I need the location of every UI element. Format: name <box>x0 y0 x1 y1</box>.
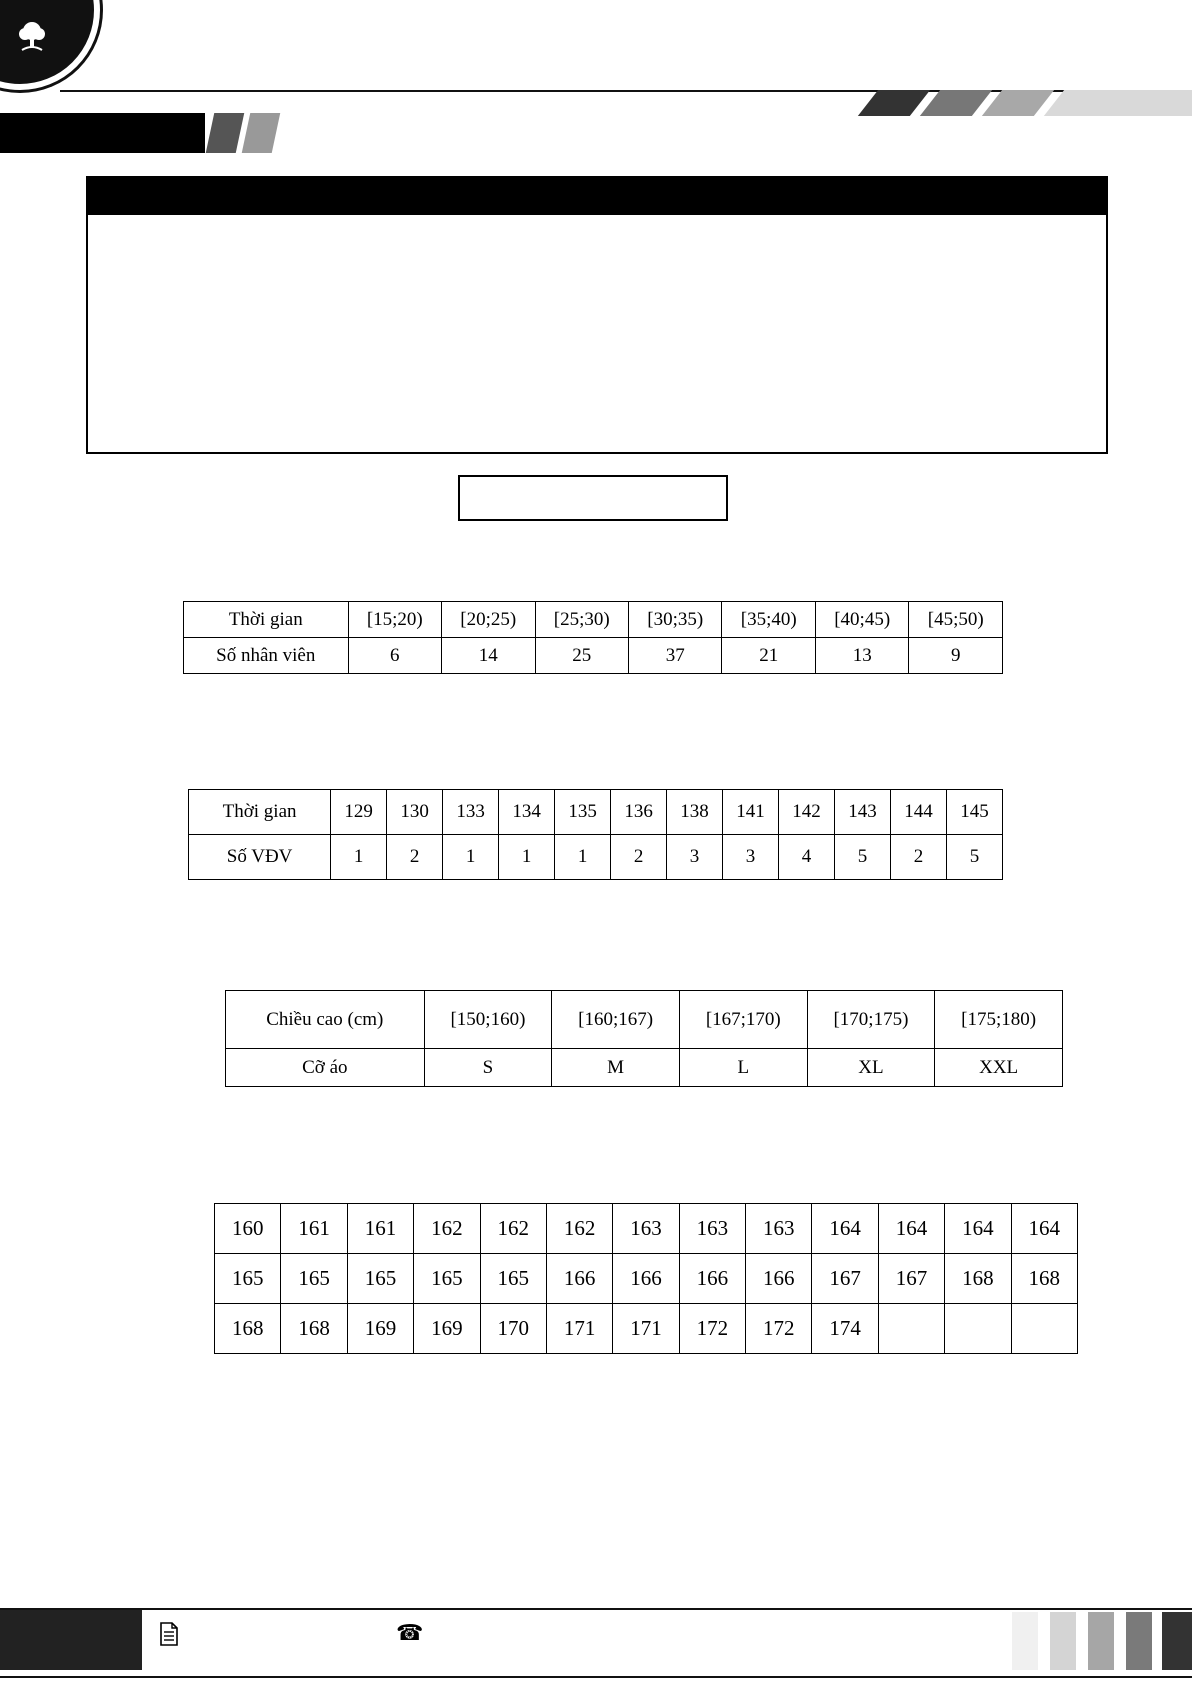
table-cell: 2 <box>611 835 667 880</box>
table-header-cell: [20;25) <box>442 602 535 638</box>
table-cell: XXL <box>935 1049 1063 1087</box>
table-header-cell: 142 <box>779 790 835 835</box>
table-cell: 5 <box>946 835 1002 880</box>
table-header-cell: [160;167) <box>552 991 680 1049</box>
exercise-frame <box>86 176 1108 454</box>
table-cell: 165 <box>215 1254 281 1304</box>
document-icon <box>160 1622 178 1646</box>
table-header-cell: Chiều cao (cm) <box>226 991 425 1049</box>
footer-block-2 <box>1050 1612 1076 1670</box>
table-header-cell: [150;160) <box>424 991 552 1049</box>
shirt-size-table <box>225 990 1063 1087</box>
table-header-cell: [175;180) <box>935 991 1063 1049</box>
table-cell: 2 <box>387 835 443 880</box>
table-cell: 160 <box>215 1204 281 1254</box>
table-cell: 162 <box>546 1204 612 1254</box>
table-cell: 162 <box>480 1204 546 1254</box>
heights-table <box>214 1203 1078 1354</box>
table-header-cell: [15;20) <box>348 602 441 638</box>
table-header-cell: 144 <box>891 790 947 835</box>
table-header-cell: [170;175) <box>807 991 935 1049</box>
table-row <box>215 1304 1078 1354</box>
table-cell: Số nhân viên <box>184 638 349 674</box>
table-cell: 167 <box>812 1254 878 1304</box>
table-cell: 5 <box>835 835 891 880</box>
table-header-cell: 134 <box>499 790 555 835</box>
table-cell: 163 <box>613 1204 679 1254</box>
table-header-cell: 135 <box>555 790 611 835</box>
table-cell: 14 <box>442 638 535 674</box>
table-cell: 171 <box>546 1304 612 1354</box>
footer-block-4 <box>1126 1612 1152 1670</box>
footer-block-3 <box>1088 1612 1114 1670</box>
table-header-cell: [30;35) <box>629 602 722 638</box>
table-cell <box>878 1304 944 1354</box>
table-cell: 174 <box>812 1304 878 1354</box>
employee-time-table <box>183 601 1003 674</box>
footer-rule <box>0 1608 1192 1610</box>
section-label-bar <box>0 113 205 153</box>
athlete-time-table <box>188 789 1003 880</box>
phone-icon: ☎ <box>396 1621 424 1646</box>
footer-dark-block <box>0 1610 142 1670</box>
table-cell: L <box>679 1049 807 1087</box>
table-row <box>184 638 1003 674</box>
table-cell: 164 <box>878 1204 944 1254</box>
table-row <box>226 991 1063 1049</box>
table-row <box>189 835 1003 880</box>
table-cell: 165 <box>480 1254 546 1304</box>
table-header-cell: 133 <box>443 790 499 835</box>
table-header-cell: 130 <box>387 790 443 835</box>
header-stripe-dark <box>858 90 930 116</box>
table-cell: 1 <box>555 835 611 880</box>
table-cell: 164 <box>945 1204 1011 1254</box>
table-cell: 25 <box>535 638 628 674</box>
section-tab-stripe-light <box>242 113 281 153</box>
table-cell: 169 <box>347 1304 413 1354</box>
table-row <box>184 602 1003 638</box>
table-header-cell: [40;45) <box>815 602 908 638</box>
table-cell: 3 <box>723 835 779 880</box>
header-stripe-light <box>982 90 1054 116</box>
exercise-frame-header <box>88 178 1106 215</box>
table-cell: 172 <box>679 1304 745 1354</box>
footer-bottom-rule <box>0 1676 1192 1678</box>
header-stripe-pale <box>1044 90 1192 116</box>
table-header-cell: 145 <box>946 790 1002 835</box>
table-cell: 167 <box>878 1254 944 1304</box>
table-cell: Số VĐV <box>189 835 331 880</box>
table-cell: 13 <box>815 638 908 674</box>
table-cell: M <box>552 1049 680 1087</box>
table-cell: 168 <box>281 1304 347 1354</box>
table-cell: 172 <box>746 1304 812 1354</box>
tree-logo-icon <box>14 18 50 54</box>
table-cell: 165 <box>281 1254 347 1304</box>
table-cell: 1 <box>443 835 499 880</box>
table-cell: 164 <box>1011 1204 1078 1254</box>
table-header-cell: Thời gian <box>184 602 349 638</box>
table-header-cell: 136 <box>611 790 667 835</box>
table-cell: 165 <box>414 1254 480 1304</box>
table-cell: 37 <box>629 638 722 674</box>
table-cell: 165 <box>347 1254 413 1304</box>
table-header-cell: 141 <box>723 790 779 835</box>
table-cell: 1 <box>499 835 555 880</box>
table-cell <box>945 1304 1011 1354</box>
table-cell: 1 <box>331 835 387 880</box>
table-cell: 2 <box>891 835 947 880</box>
table-cell: 163 <box>679 1204 745 1254</box>
footer-block-1 <box>1012 1612 1038 1670</box>
table-row <box>189 790 1003 835</box>
table-cell: XL <box>807 1049 935 1087</box>
table-cell: 163 <box>746 1204 812 1254</box>
table-cell <box>1011 1304 1078 1354</box>
table-cell: S <box>424 1049 552 1087</box>
table-cell: 166 <box>746 1254 812 1304</box>
table-cell: 168 <box>1011 1254 1078 1304</box>
table-row <box>226 1049 1063 1087</box>
table-row <box>215 1204 1078 1254</box>
table-cell: 162 <box>414 1204 480 1254</box>
table-cell: 3 <box>667 835 723 880</box>
table-cell: 168 <box>215 1304 281 1354</box>
table-header-cell: 138 <box>667 790 723 835</box>
table-cell: 168 <box>945 1254 1011 1304</box>
table-header-cell: 143 <box>835 790 891 835</box>
table-cell: 9 <box>909 638 1003 674</box>
table-header-cell: [45;50) <box>909 602 1003 638</box>
table-cell: 170 <box>480 1304 546 1354</box>
table-cell: 164 <box>812 1204 878 1254</box>
table-cell: 166 <box>613 1254 679 1304</box>
table-header-cell: [35;40) <box>722 602 815 638</box>
table-cell: 161 <box>281 1204 347 1254</box>
table-header-cell: 129 <box>331 790 387 835</box>
table-cell: 6 <box>348 638 441 674</box>
table-header-cell: Thời gian <box>189 790 331 835</box>
answer-box <box>458 475 728 521</box>
section-tab-stripe-dark <box>206 113 245 153</box>
footer-block-5 <box>1162 1612 1192 1670</box>
table-cell: 166 <box>546 1254 612 1304</box>
table-cell: 166 <box>679 1254 745 1304</box>
header-stripe-mid <box>920 90 992 116</box>
table-cell: 171 <box>613 1304 679 1354</box>
table-cell: 4 <box>779 835 835 880</box>
table-cell: Cỡ áo <box>226 1049 425 1087</box>
table-header-cell: [167;170) <box>679 991 807 1049</box>
table-cell: 169 <box>414 1304 480 1354</box>
table-row <box>215 1254 1078 1304</box>
table-cell: 161 <box>347 1204 413 1254</box>
table-header-cell: [25;30) <box>535 602 628 638</box>
table-cell: 21 <box>722 638 815 674</box>
